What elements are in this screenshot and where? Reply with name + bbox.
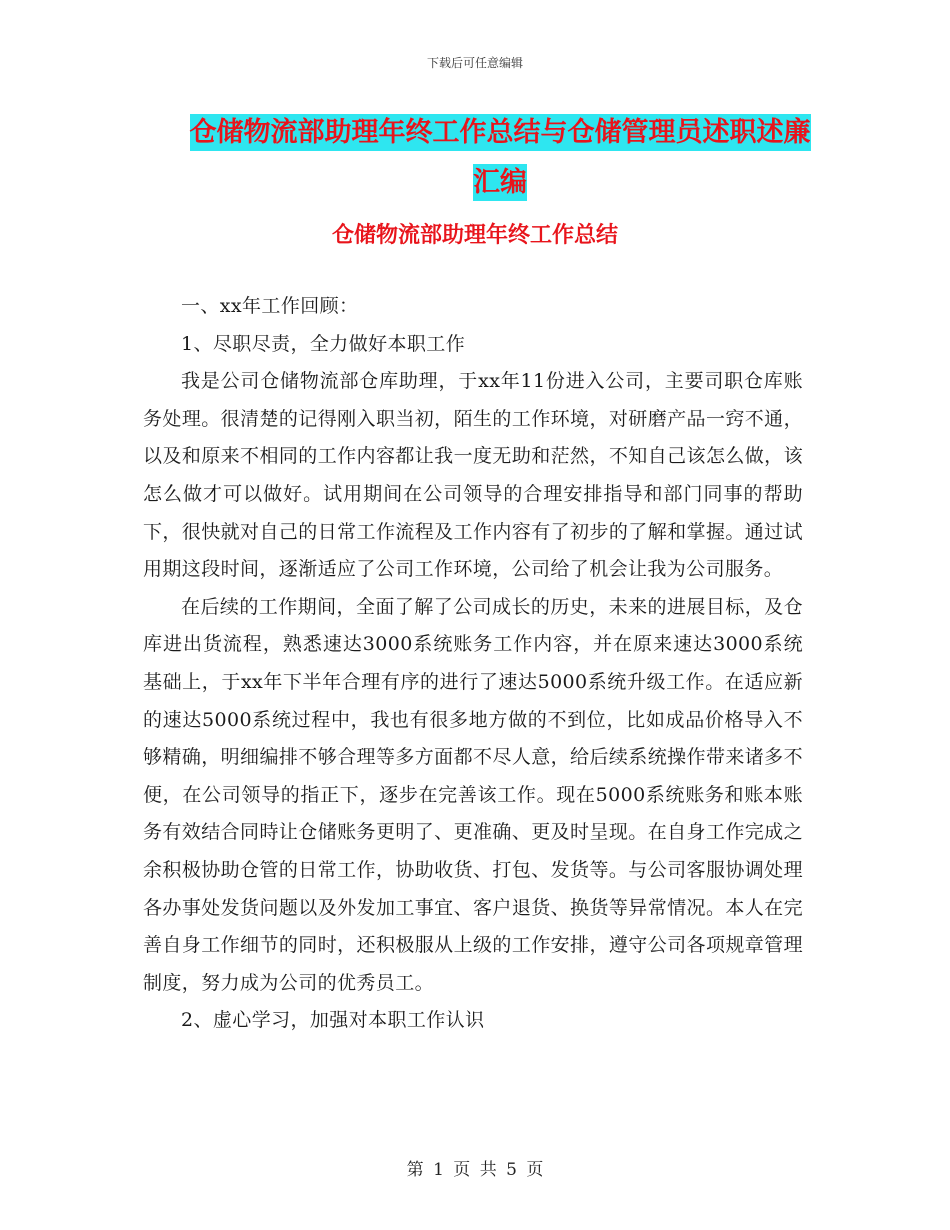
paragraph-subheading-2: 2、虚心学习，加强对本职工作认识 — [181, 1009, 485, 1032]
document-title-line-2: 汇编 — [473, 164, 527, 201]
document-title — [180, 108, 820, 208]
page-number-footer: 第 1 页 共 5 页 — [406, 1160, 544, 1180]
paragraph-subheading-1: 1、尽职尽责，全力做好本职工作 — [181, 332, 466, 355]
section-title: 仓储物流部助理年终工作总结 — [331, 223, 618, 248]
header-note: 下载后可任意编辑 — [426, 56, 523, 70]
document-body — [143, 288, 803, 1040]
paragraph-heading-review: 一、xx年工作回顾： — [181, 295, 359, 317]
paragraph: 我是公司仓储物流部仓库助理，于xx年11份进入公司，主要司职仓库账务处理。很清楚的记得刚入职当初，陌生的工作环境，对研磨产品一窍不通，以及和原来不相同的工作内容都让我一度无助和茫然，不知自己该怎么做，该怎么做才可以做好。试用期间在公司领导的合理安排指导和部门同事的帮助下，很快就对自己的日常工作流程及工作内容有了初步的了解和掌握。通过试用期这段时间，逐渐适应了公司工作环境，公司给了机会让我为公司服务。 — [143, 370, 803, 581]
document-title-line-1: 仓储物流部助理年终工作总结与仓储管理员述职述廉 — [190, 114, 811, 151]
paragraph: 在后续的工作期间，全面了解了公司成长的历史，未来的进展目标，及仓库进出货流程，熟悉速达3000系统账务工作内容，并在原来速达3000系统基础上，于xx年下半年合理有序的进行了速达5000系统升级工作。在适应新的速达5000系统过程中，我也有很多地方做的不到位，比如成品价格导入不够精确，明细编排不够合理等多方面都不尽人意，给后续系统操作带来诸多不便，在公司领导的指正下，逐步在完善该工作。现在5000系统账务和账本账务有效结合同時让仓储账务更明了、更准确、更及时呈现。在自身工作完成之余积极协助仓管的日常工作，协助收货、打包、发货等。与公司客服协调处理各办事处发货问题以及外发加工事宜、客户退货、换货等异常情况。本人在完善自身工作细节的同时，还积极服从上级的工作安排，遵守公司各项规章管理制度，努力成为公司的优秀员工。 — [143, 595, 803, 994]
